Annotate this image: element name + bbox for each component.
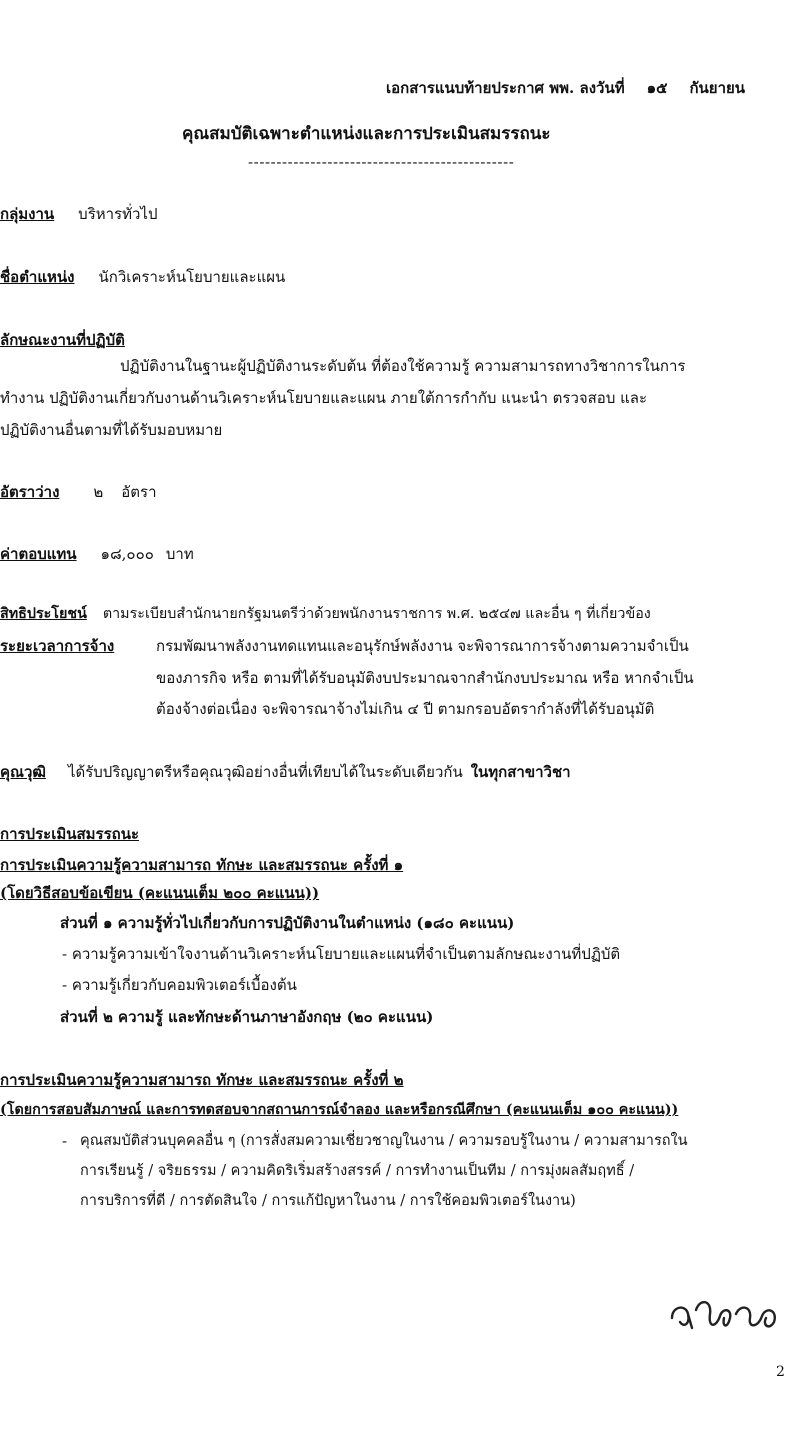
qualification-label: คุณวุฒิ [0,763,46,781]
job-nature-line-3: ปฏิบัติงานอื่นตามที่ได้รับมอบหมาย [0,421,223,439]
vacancies-label: อัตราว่าง [0,483,60,501]
salary-label: ค่าตอบแทน [0,545,77,563]
vacancies-unit: อัตรา [121,483,157,501]
benefits-label: สิทธิประโยชน์ [0,606,87,622]
attachment-day: ๑๕ [646,79,668,97]
page-number: 2 [776,1364,785,1380]
job-nature-label: ลักษณะงานที่ปฏิบัติ [0,331,125,349]
round2-method: (โดยการสอบสัมภาษณ์ และการทดสอบจากสถานการณ์จำลอง และหรือกรณีศึกษา (คะแนนเต็ม ๑๐๐ คะแนน)) [0,1102,679,1118]
title-rule: ----------------------------------------------- [248,153,515,171]
salary-value: ๑๘,๐๐๐ [100,545,154,563]
work-group-value: บริหารทั่วไป [78,205,158,223]
handwritten-signature [666,1288,786,1336]
round1-title: การประเมินความรู้ความสามารถ ทักษะ และสมรรถนะ ครั้งที่ ๑ [0,856,404,874]
benefits-row [0,604,651,624]
qualification-emphasis: ในทุกสาขาวิชา [470,763,571,781]
employment-period-label: ระยะเวลาการจ้าง [0,637,115,655]
round1-part1: ส่วนที่ ๑ ความรู้ทั่วไปเกี่ยวกับการปฏิบัติงานในตำแหน่ง (๑๘๐ คะแนน) [60,914,515,932]
round1-part2: ส่วนที่ ๒ ความรู้ และทักษะด้านภาษาอังกฤษ (๒๐ คะแนน) [60,1008,434,1026]
round1-part1-item-2: - ความรู้เกี่ยวกับคอมพิวเตอร์เบื้องต้น [62,976,297,994]
vacancies-row [0,482,157,502]
qualification-row [0,762,571,782]
page-title: คุณสมบัติเฉพาะตำแหน่งและการประเมินสมรรถนะ [182,124,551,144]
job-nature-line-2: ทำงาน ปฏิบัติงานเกี่ยวกับงานด้านวิเคราะห์นโยบายและแผน ภายใต้การกำกับ แนะนำ ตรวจสอบ และ [0,389,648,407]
employment-period-line-3: ต้องจ้างต่อเนื่อง จะพิจารณาจ้างไม่เกิน ๔ ปี ตามกรอบอัตรากำลังที่ได้รับอนุมัติ [156,700,655,718]
round2-item-line-3: การบริการที่ดี / การตัดสินใจ / การแก้ปัญหาในงาน / การใช้คอมพิวเตอร์ในงาน) [80,1193,576,1209]
round1-method: (โดยวิธีสอบข้อเขียน (คะแนนเต็ม ๒๐๐ คะแนน)) [0,884,320,902]
attachment-note: เอกสารแนบท้ายประกาศ พพ. ลงวันที่ [386,79,625,97]
position-row [0,267,285,287]
round2-bullet: - [62,1132,68,1150]
position-value: นักวิเคราะห์นโยบายและแผน [98,268,286,286]
round1-part1-item-1: - ความรู้ความเข้าใจงานด้านวิเคราะห์นโยบายและแผนที่จำเป็นตามลักษณะงานที่ปฏิบัติ [62,945,621,963]
qualification-value: ได้รับปริญญาตรีหรือคุณวุฒิอย่างอื่นที่เทียบได้ในระดับเดียวกัน [67,763,463,781]
attachment-header [386,78,745,98]
round2-item-line-1: คุณสมบัติส่วนบุคคลอื่น ๆ (การสั่งสมความเชี่ยวชาญในงาน / ความรอบรู้ในงาน / ความสามารถใน [80,1133,688,1149]
assessment-heading: การประเมินสมรรถนะ [0,825,140,843]
benefits-value: ตามระเบียบสำนักนายกรัฐมนตรีว่าด้วยพนักงานราชการ พ.ศ. ๒๕๔๗ และอื่น ๆ ที่เกี่ยวข้อง [102,606,651,622]
round2-title: การประเมินความรู้ความสามารถ ทักษะ และสมรรถนะ ครั้งที่ ๒ [0,1071,404,1089]
work-group-row [0,204,158,224]
employment-period-line-2: ของภารกิจ หรือ ตามที่ได้รับอนุมัติงบประมาณจากสำนักงบประมาณ หรือ หากจำเป็น [156,669,694,687]
round2-item-line-2: การเรียนรู้ / จริยธรรม / ความคิดริเริ่มสร้างสรรค์ / การทำงานเป็นทีม / การมุ่งผลสัมฤทธิ์ / [80,1163,635,1179]
salary-unit: บาท [165,545,194,563]
position-label: ชื่อตำแหน่ง [0,268,75,286]
job-nature-line-1: ปฏิบัติงานในฐานะผู้ปฏิบัติงานระดับต้น ที่ต้องใช้ความรู้ ความสามารถทางวิชาการในการ [120,357,686,375]
employment-period-line-1: กรมพัฒนาพลังงานทดแทนและอนุรักษ์พลังงาน จะพิจารณาการจ้างตามความจำเป็น [156,637,689,655]
salary-row [0,544,194,564]
attachment-month: กันยายน [689,79,746,97]
work-group-label: กลุ่มงาน [0,205,55,223]
vacancies-value: ๒ [93,483,104,501]
